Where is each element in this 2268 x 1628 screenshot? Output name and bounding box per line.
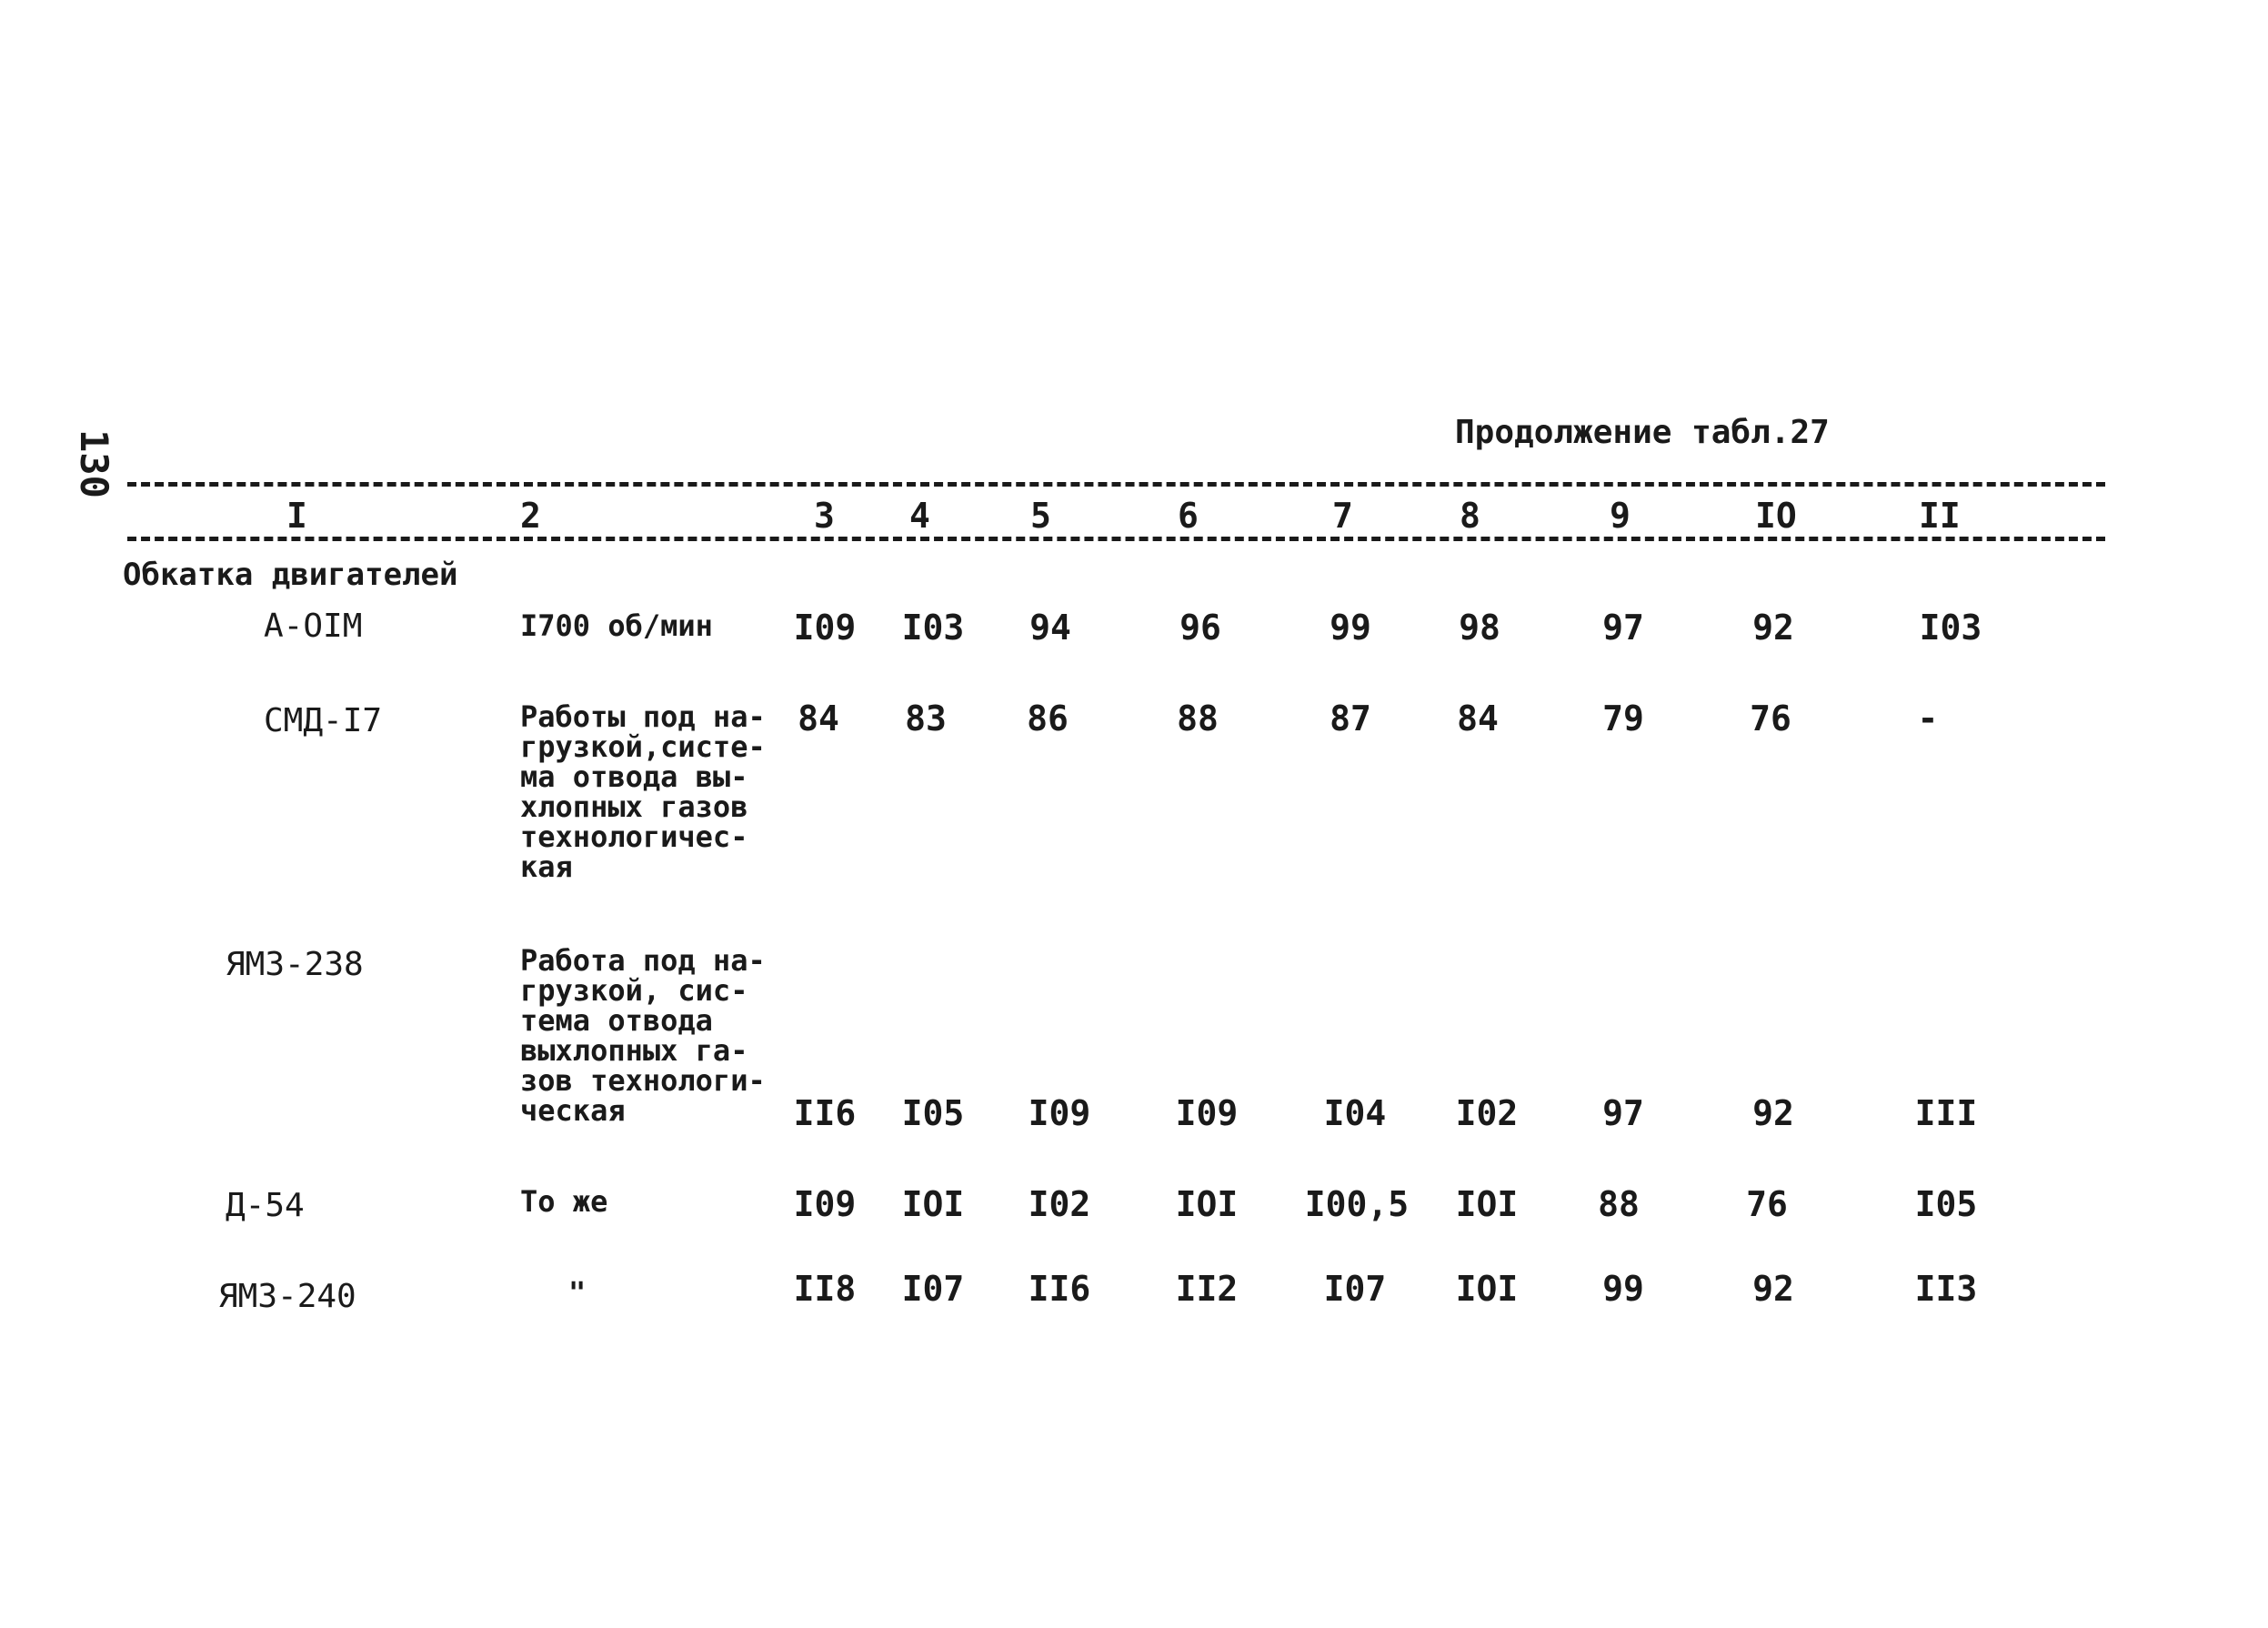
cell-col-7: I04 [1323, 1093, 1387, 1133]
cell-col-11: - [1917, 698, 1939, 739]
cell-col-11: III [1914, 1093, 1978, 1133]
header-col-5: 5 [1030, 496, 1051, 536]
cell-col-8: IOI [1455, 1184, 1519, 1224]
header-bottom-rule [127, 537, 2105, 541]
header-col-8: 8 [1460, 496, 1480, 536]
cell-col-8: 84 [1457, 698, 1499, 739]
header-col-10: IO [1755, 496, 1797, 536]
cell-col-5: 86 [1027, 698, 1069, 739]
header-col-2: 2 [520, 496, 541, 536]
cell-col-7: I00,5 [1304, 1184, 1410, 1224]
header-col-3: 3 [814, 496, 835, 536]
row-description: То же [520, 1184, 608, 1219]
header-col-11: II [1919, 496, 1961, 536]
cell-col-9: 97 [1602, 1093, 1644, 1133]
cell-col-6: 96 [1179, 608, 1221, 648]
cell-col-6: II2 [1175, 1269, 1239, 1309]
cell-col-3: II8 [793, 1269, 857, 1309]
cell-col-9: 88 [1598, 1184, 1640, 1224]
cell-col-5: I09 [1028, 1093, 1091, 1133]
cell-col-11: I03 [1919, 608, 1982, 648]
cell-col-6: IOI [1175, 1184, 1239, 1224]
cell-col-11: II3 [1914, 1269, 1978, 1309]
row-name: А-OIM [264, 608, 363, 645]
cell-col-4: IOI [901, 1184, 965, 1224]
header-top-rule [127, 482, 2105, 487]
cell-col-3: I09 [793, 608, 857, 648]
cell-col-5: II6 [1028, 1269, 1091, 1309]
cell-col-3: II6 [793, 1093, 857, 1133]
cell-col-10: 92 [1752, 608, 1794, 648]
cell-col-11: I05 [1914, 1184, 1978, 1224]
cell-col-10: 92 [1752, 1269, 1794, 1309]
header-col-7: 7 [1332, 496, 1353, 536]
row-description: Работа под на- грузкой, сис- тема отвода выхлопных га- зов технологи- ческая [520, 943, 766, 1128]
row-description: Работы под на- грузкой,систе- ма отвода вы- хлопных газов технологичес- кая [520, 699, 766, 884]
header-col-6: 6 [1178, 496, 1199, 536]
cell-col-7: 99 [1330, 608, 1371, 648]
cell-col-8: 98 [1459, 608, 1500, 648]
header-col-4: 4 [909, 496, 930, 536]
cell-col-4: 83 [905, 698, 947, 739]
cell-col-5: I02 [1028, 1184, 1091, 1224]
cell-col-10: 92 [1752, 1093, 1794, 1133]
cell-col-7: 87 [1330, 698, 1371, 739]
header-col-9: 9 [1610, 496, 1631, 536]
cell-col-4: I05 [901, 1093, 965, 1133]
cell-col-10: 76 [1746, 1184, 1788, 1224]
row-name: Д-54 [226, 1187, 305, 1224]
row-name: ЯМЗ-240 [218, 1278, 356, 1315]
cell-col-9: 99 [1602, 1269, 1644, 1309]
row-description: " [568, 1275, 587, 1310]
row-description: I700 об/мин [520, 608, 713, 643]
cell-col-3: 84 [798, 698, 839, 739]
cell-col-6: 88 [1177, 698, 1219, 739]
header-col-1: I [286, 496, 307, 536]
page-number: 130 [72, 429, 116, 498]
section-heading: Обкатка двигателей [123, 557, 458, 593]
cell-col-6: I09 [1175, 1093, 1239, 1133]
cell-col-7: I07 [1323, 1269, 1387, 1309]
cell-col-8: IOI [1455, 1269, 1519, 1309]
cell-col-9: 79 [1602, 698, 1644, 739]
row-name: СМД-I7 [264, 702, 383, 739]
cell-col-8: I02 [1455, 1093, 1519, 1133]
cell-col-4: I03 [901, 608, 965, 648]
cell-col-3: I09 [793, 1184, 857, 1224]
cell-col-10: 76 [1750, 698, 1791, 739]
cell-col-5: 94 [1029, 608, 1071, 648]
table-title: Продолжение табл.27 [1455, 414, 1830, 451]
cell-col-4: I07 [901, 1269, 965, 1309]
row-name: ЯМЗ-238 [226, 946, 364, 983]
cell-col-9: 97 [1602, 608, 1644, 648]
